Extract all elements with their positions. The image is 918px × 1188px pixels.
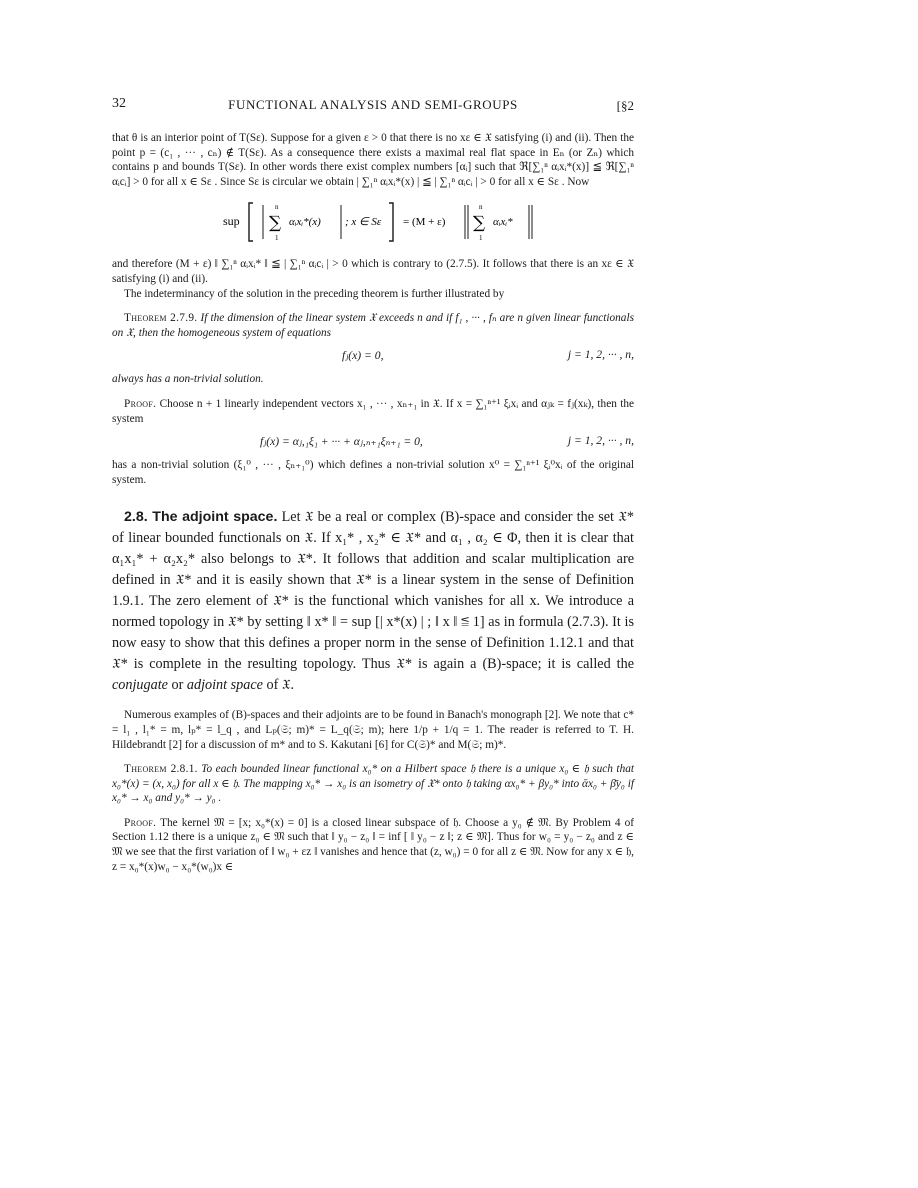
paragraph-indeterminancy: The indeterminancy of the solution in the preceding theorem is further illustrated by [124, 287, 505, 300]
right-bracket [389, 203, 393, 241]
theorem-label: Theorem 2.8.1. [124, 763, 198, 776]
word-or: or [167, 677, 187, 694]
sum1-sigma: ∑ [269, 213, 282, 234]
proof-2-7-9 [112, 397, 634, 426]
theorem-statement: To each bounded linear functional x₀* on a Hilbert space 𝔥 there is a unique x₀ ∈ 𝔥 such that x₀*(x) = (x, x₀) for all x ∈ 𝔥. The mapping x₀* → x₀ is an isometry of 𝔛* onto 𝔥 taking αx₀* + βy₀* into ᾱx₀ + β̄y₀ if x₀* → x₀ and y₀* → y₀ . [112, 763, 635, 805]
proof-label: Proof. [124, 816, 157, 829]
sup-text: sup [223, 214, 240, 229]
page-header [112, 96, 634, 120]
term-conjugate: conjugate [112, 677, 168, 694]
equation-lhs: fⱼ(x) = 0, [342, 349, 384, 363]
sum2-lower: 1 [479, 234, 483, 243]
theorem-statement: If the dimension of the linear system 𝔛 exceeds n and if f₁ , ··· , fₙ are n given linear functionals on 𝔛, then the homogeneous system of equations [112, 312, 634, 339]
proof-text: The kernel 𝔐 = [x; x₀*(x) = 0] is a closed linear subspace of 𝔥. Choose a y₀ ∉ 𝔐. By Problem 4 of Section 1.12 there is a unique z₀ ∈ 𝔐 such that ‖ y₀ − z₀ ‖ = inf [ ‖ y₀ − z ‖; z ∈ 𝔐]. Thus for w₀ = y₀ − z₀ and z ∈ 𝔐 we see that the first variation of ‖ w₀ + εz ‖ vanishes and hence that (z, w₀) = 0 for all z ∈ 𝔐. Now for any x ∈ 𝔥, z = x₀*(x)w₀ − x₀*(w₀)x ∈ [112, 816, 635, 873]
book-page [112, 96, 634, 874]
sum1-lower: 1 [275, 234, 279, 243]
page-number: 32 [112, 96, 126, 111]
proof-text: Choose n + 1 linearly independent vectors x₁ , ··· , xₙ₊₁ in 𝔛. If x = ∑₁ⁿ⁺¹ ξᵢxᵢ and αⱼₖ = fⱼ(xₖ), then the system [112, 397, 635, 425]
sum1-upper: n [275, 203, 279, 212]
display-equation-sup [112, 195, 634, 251]
equation-homogeneous [112, 348, 634, 364]
proof-conclusion: has a non-trivial solution (ξ₁⁰ , ··· , ξₙ₊₁⁰) which defines a non-trivial solution x⁰ = ∑₁ⁿ⁺¹ ξᵢ⁰xᵢ of the original system. [112, 459, 634, 486]
left-bracket [249, 203, 253, 241]
theorem-2-8-1 [112, 762, 634, 806]
proof-label: Proof. [124, 397, 157, 410]
paragraph-examples: Numerous examples of (B)-spaces and their adjoints are to be found in Banach's monograph [2]. We note that c* = l₁ , l₁* = m, lₚ* = l_q , and Lₚ(𝔖; m)* = L_q(𝔖; m); here 1/p + 1/q = 1. The reader is referred to T. H. Hildebrandt [2] for a discussion of m* and to S. Kakutani [6] for C(𝔖)* and M(𝔖; m)*. [112, 709, 634, 751]
running-title: FUNCTIONAL ANALYSIS AND SEMI-GROUPS [228, 97, 518, 112]
section-body: Let 𝔛 be a real or complex (B)-space and consider the set 𝔛* of linear bounded functionals on 𝔛. If x₁* , x₂* ∈ 𝔛* and α₁ , α₂ ∈ Φ, then it is clear that α₁x₁* + α₂x₂* also belongs to 𝔛*. It follows that addition and scalar multiplication are defined in 𝔛* and it is easily shown that 𝔛* is a linear system in the sense of Definition 1.9.1. The zero element of 𝔛* is the functional which vanishes for all x. We introduce a normed topology in 𝔛* by setting ‖ x* ‖ = sup [| x*(x) | ; ‖ x ‖ ≦ 1] as in formula (2.7.3). It is now easy to show that this defines a proper norm in the sense of Definition 1.12.1 and that 𝔛* is complete in the resulting topology. Thus 𝔛* is again a (B)-space; it is called the [112, 509, 634, 673]
sum2-sigma: ∑ [473, 213, 486, 234]
equation-rhs: j = 1, 2, ··· , n, [567, 434, 634, 448]
equals-m-eps: = (M + ε) [403, 216, 446, 229]
sup-condition: ; x ∈ Sε [345, 216, 382, 229]
equation-rhs: j = 1, 2, ··· , n, [567, 348, 634, 362]
section-tag: [§2 [616, 98, 634, 113]
sum1-term: αᵢxᵢ*(x) [289, 216, 321, 229]
paragraph-proof-continuation: that θ is an interior point of T(Sε). Suppose for a given ε > 0 that there is no xε ∈ 𝔛 satisfying (i) and (ii). Then the point p = (c₁ , ··· , cₙ) ∉ T(Sε). As a consequence there exists a maximal real flat space in Eₙ (or Zₙ) which contains p and bounds T(Sε). In other words there exist complex numbers [αᵢ] such that ℜ[∑₁ⁿ αᵢxᵢ*(x)] ≦ ℜ[∑₁ⁿ αᵢcᵢ] > 0 for all x ∈ Sε . Since Sε is circular we obtain | ∑₁ⁿ αᵢxᵢ*(x) | ≦ | ∑₁ⁿ αᵢcᵢ | > 0 for all x ∈ Sε . Now [112, 132, 634, 188]
term-adjoint-space: adjoint space [186, 677, 263, 694]
section-2-8 [112, 507, 634, 696]
sum2-upper: n [479, 203, 483, 212]
proof-2-8-1 [112, 816, 634, 874]
theorem-label: Theorem 2.7.9. [124, 312, 198, 325]
section-end: of 𝔛. [262, 677, 295, 694]
sum2-term: αᵢxᵢ* [493, 216, 513, 229]
sup-equation-figure [183, 195, 563, 247]
equation-system [112, 434, 634, 450]
section-title: 2.8. The adjoint space. [124, 509, 278, 526]
theorem-2-7-9 [112, 311, 634, 340]
equation-lhs: fⱼ(x) = αⱼ,₁ξ₁ + ··· + αⱼ,ₙ₊₁ξₙ₊₁ = 0, [260, 435, 423, 449]
theorem-conclusion: always has a non-trivial solution. [112, 373, 264, 386]
paragraph-conclusion: and therefore (M + ε) ‖ ∑₁ⁿ αᵢxᵢ* ‖ ≦ | ∑₁ⁿ αᵢcᵢ | > 0 which is contrary to (2.7.5). It follows that there is an xε ∈ 𝔛 satisfying (i) and (ii). [112, 258, 634, 285]
